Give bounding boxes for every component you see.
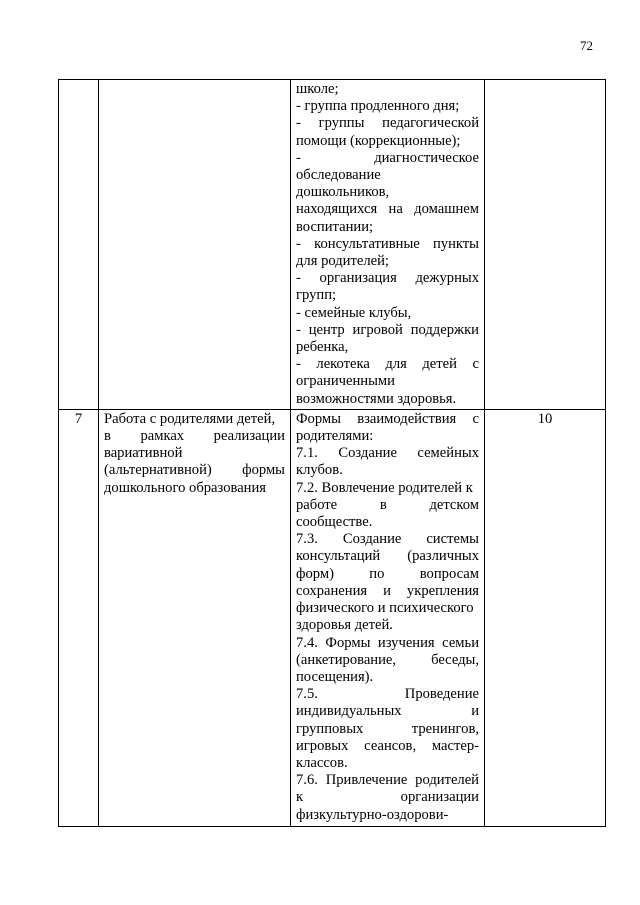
content-line: обследование (296, 167, 381, 184)
content-line: индивидуальных и (296, 703, 479, 720)
title-line: дошкольного образования (104, 479, 267, 496)
title-line: вариативной (104, 445, 183, 462)
content-line: клубов. (296, 462, 343, 479)
content-line: - лекотека для детей с (296, 356, 479, 373)
content-line: посещения). (296, 668, 374, 685)
content-line: - консультативные пункты (296, 235, 479, 252)
content-line: ребенка, (296, 339, 349, 356)
content-line: - семейные клубы, (296, 304, 412, 321)
content-line: здоровья детей. (296, 617, 393, 634)
row-content-cell (291, 409, 485, 826)
content-table (58, 79, 606, 827)
content-line: (анкетирование, беседы, (296, 651, 479, 668)
content-line: игровых сеансов, мастер- (296, 737, 479, 754)
content-line: Формы взаимодействия с (296, 410, 479, 427)
title-line: в рамках реализации (104, 428, 285, 445)
content-line: родителями: (296, 428, 374, 445)
row-title-cell (99, 409, 291, 826)
page-number: 72 (580, 38, 593, 53)
content-line: 7.2. Вовлечение родителей к (296, 479, 473, 496)
content-line: школе; (296, 81, 339, 97)
content-line: помощи (коррекционные); (296, 132, 461, 149)
title-line: (альтернативной) формы (104, 462, 285, 479)
row-score-cell: 10 (485, 409, 606, 826)
content-line: сообществе. (296, 514, 373, 531)
content-line: возможностями здоровья. (296, 390, 457, 407)
content-line: сохранения и укрепления (296, 582, 479, 599)
content-line: - группы педагогической (296, 115, 479, 132)
content-line: - организация дежурных (296, 270, 479, 287)
content-line: 7.3. Создание системы (296, 531, 479, 548)
content-line: находящихся на домашнем (296, 201, 479, 218)
row-title-cell (99, 80, 291, 410)
content-line: ограниченными (296, 373, 395, 390)
row-number-cell (59, 80, 99, 410)
content-line: - диагностическое (296, 149, 479, 166)
content-line: - группа продленного дня; (296, 98, 460, 115)
content-line: к организации (296, 789, 479, 806)
content-line: 7.6. Привлечение родителей (296, 772, 479, 789)
row-score-cell (485, 80, 606, 410)
content-line: для родителей; (296, 253, 389, 270)
content-line: воспитании; (296, 218, 374, 235)
table-row-continued (59, 80, 606, 410)
content-line: физкультурно-оздорови- (296, 806, 449, 823)
title-line: Работа с родителями детей, (104, 410, 276, 427)
content-line: - центр игровой поддержки (296, 321, 479, 338)
content-line: работе в детском (296, 496, 479, 513)
content-line: консультаций (различных (296, 548, 479, 565)
row-number-cell: 7 (59, 409, 99, 826)
content-line: классов. (296, 754, 348, 771)
row-content-cell (291, 80, 485, 410)
content-line: 7.4. Формы изучения семьи (296, 634, 479, 651)
content-line: 7.5. Проведение (296, 686, 479, 703)
content-line: групп; (296, 287, 337, 304)
table-row-7 (59, 409, 606, 826)
content-line: 7.1. Создание семейных (296, 445, 479, 462)
content-line: форм) по вопросам (296, 565, 479, 582)
content-line: физического и психического (296, 600, 474, 617)
content-line: дошкольников, (296, 184, 390, 201)
content-line: групповых тренингов, (296, 720, 479, 737)
